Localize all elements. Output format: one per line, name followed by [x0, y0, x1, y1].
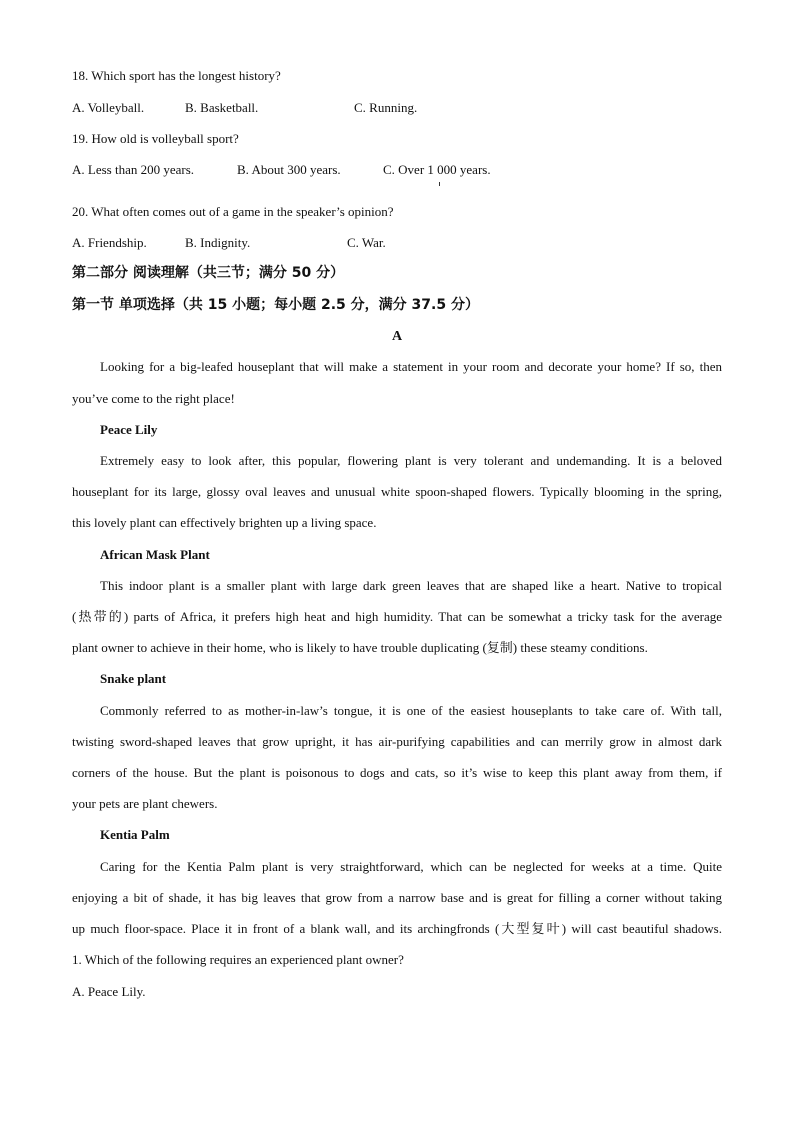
q18-option-b: B. Basketball.: [185, 100, 259, 115]
kentia-palm-line-1: Caring for the Kentia Palm plant is very straightforward, which can be neglected for weeks at a time. Quite: [100, 859, 722, 874]
passage-letter: A: [392, 329, 403, 344]
intro-line-1: Looking for a big-leafed houseplant that will make a statement in your room and decorate your home? If so, then: [100, 359, 722, 374]
plant-heading-african-mask: African Mask Plant: [100, 547, 210, 562]
snake-plant-line-4: your pets are plant chewers.: [72, 796, 218, 811]
q18-option-a: A. Volleyball.: [72, 100, 145, 115]
q18-option-c: C. Running.: [354, 100, 418, 115]
peace-lily-line-2: houseplant for its large, glossy oval leaves and unusual white spoon-shaped flowers. Typically blooming in the spring,: [72, 484, 722, 499]
stray-mark: [439, 182, 440, 186]
q20-option-a: A. Friendship.: [72, 235, 147, 250]
plant-heading-peace-lily: Peace Lily: [100, 422, 158, 437]
q19-option-c: C. Over 1 000 years.: [383, 162, 491, 177]
snake-plant-line-2: twisting sword-shaped leaves that grow upright, it has air-purifying capabilities and can merrily grow in almost dark: [72, 734, 722, 749]
q19-option-a: A. Less than 200 years.: [72, 162, 195, 177]
snake-plant-line-1: Commonly referred to as mother-in-law’s tongue, it is one of the easiest houseplants to take care of. With tall,: [100, 703, 722, 718]
intro-line-2: you’ve come to the right place!: [72, 391, 235, 406]
question-19: 19. How old is volleyball sport?: [72, 131, 239, 146]
question-18: 18. Which sport has the longest history?: [72, 68, 281, 83]
plant-heading-snake-plant: Snake plant: [100, 671, 167, 686]
section1-heading: 第一节 单项选择（共 15 小题；每小题 2.5 分，满分 37.5 分）: [72, 297, 479, 313]
snake-plant-line-3: corners of the house. But the plant is poisonous to dogs and cats, so it’s wise to keep this plant away from them, if: [72, 765, 722, 780]
african-mask-line-2: (热带的) parts of Africa, it prefers high heat and high humidity. That can be somewhat a tricky task for the average: [72, 609, 722, 624]
kentia-palm-line-2: enjoying a bit of shade, it has big leaves that grow from a narrow base and is great for filling a corner without taking: [72, 890, 722, 905]
q20-option-b: B. Indignity.: [185, 235, 251, 250]
african-mask-line-3: plant owner to achieve in their home, who is likely to have trouble duplicating (复制) these steamy conditions.: [72, 640, 648, 655]
question-1: 1. Which of the following requires an experienced plant owner?: [72, 952, 404, 967]
african-mask-line-1: This indoor plant is a smaller plant with large dark green leaves that are shaped like a heart. Native to tropical: [100, 578, 722, 593]
q20-option-c: C. War.: [347, 235, 386, 250]
q19-option-b: B. About 300 years.: [237, 162, 341, 177]
plant-heading-kentia-palm: Kentia Palm: [100, 827, 170, 842]
kentia-palm-line-3: up much floor-space. Place it in front of a blank wall, and its archingfronds (大型复叶) will cast beautiful shadows.: [72, 921, 722, 936]
question-20: 20. What often comes out of a game in the speaker’s opinion?: [72, 204, 394, 219]
part2-heading: 第二部分 阅读理解（共三节；满分 50 分）: [72, 265, 345, 281]
peace-lily-line-1: Extremely easy to look after, this popular, flowering plant is very tolerant and undemanding. It is a beloved: [100, 453, 722, 468]
peace-lily-line-3: this lovely plant can effectively brighten up a living space.: [72, 515, 377, 530]
q1-option-a: A. Peace Lily.: [72, 984, 146, 999]
